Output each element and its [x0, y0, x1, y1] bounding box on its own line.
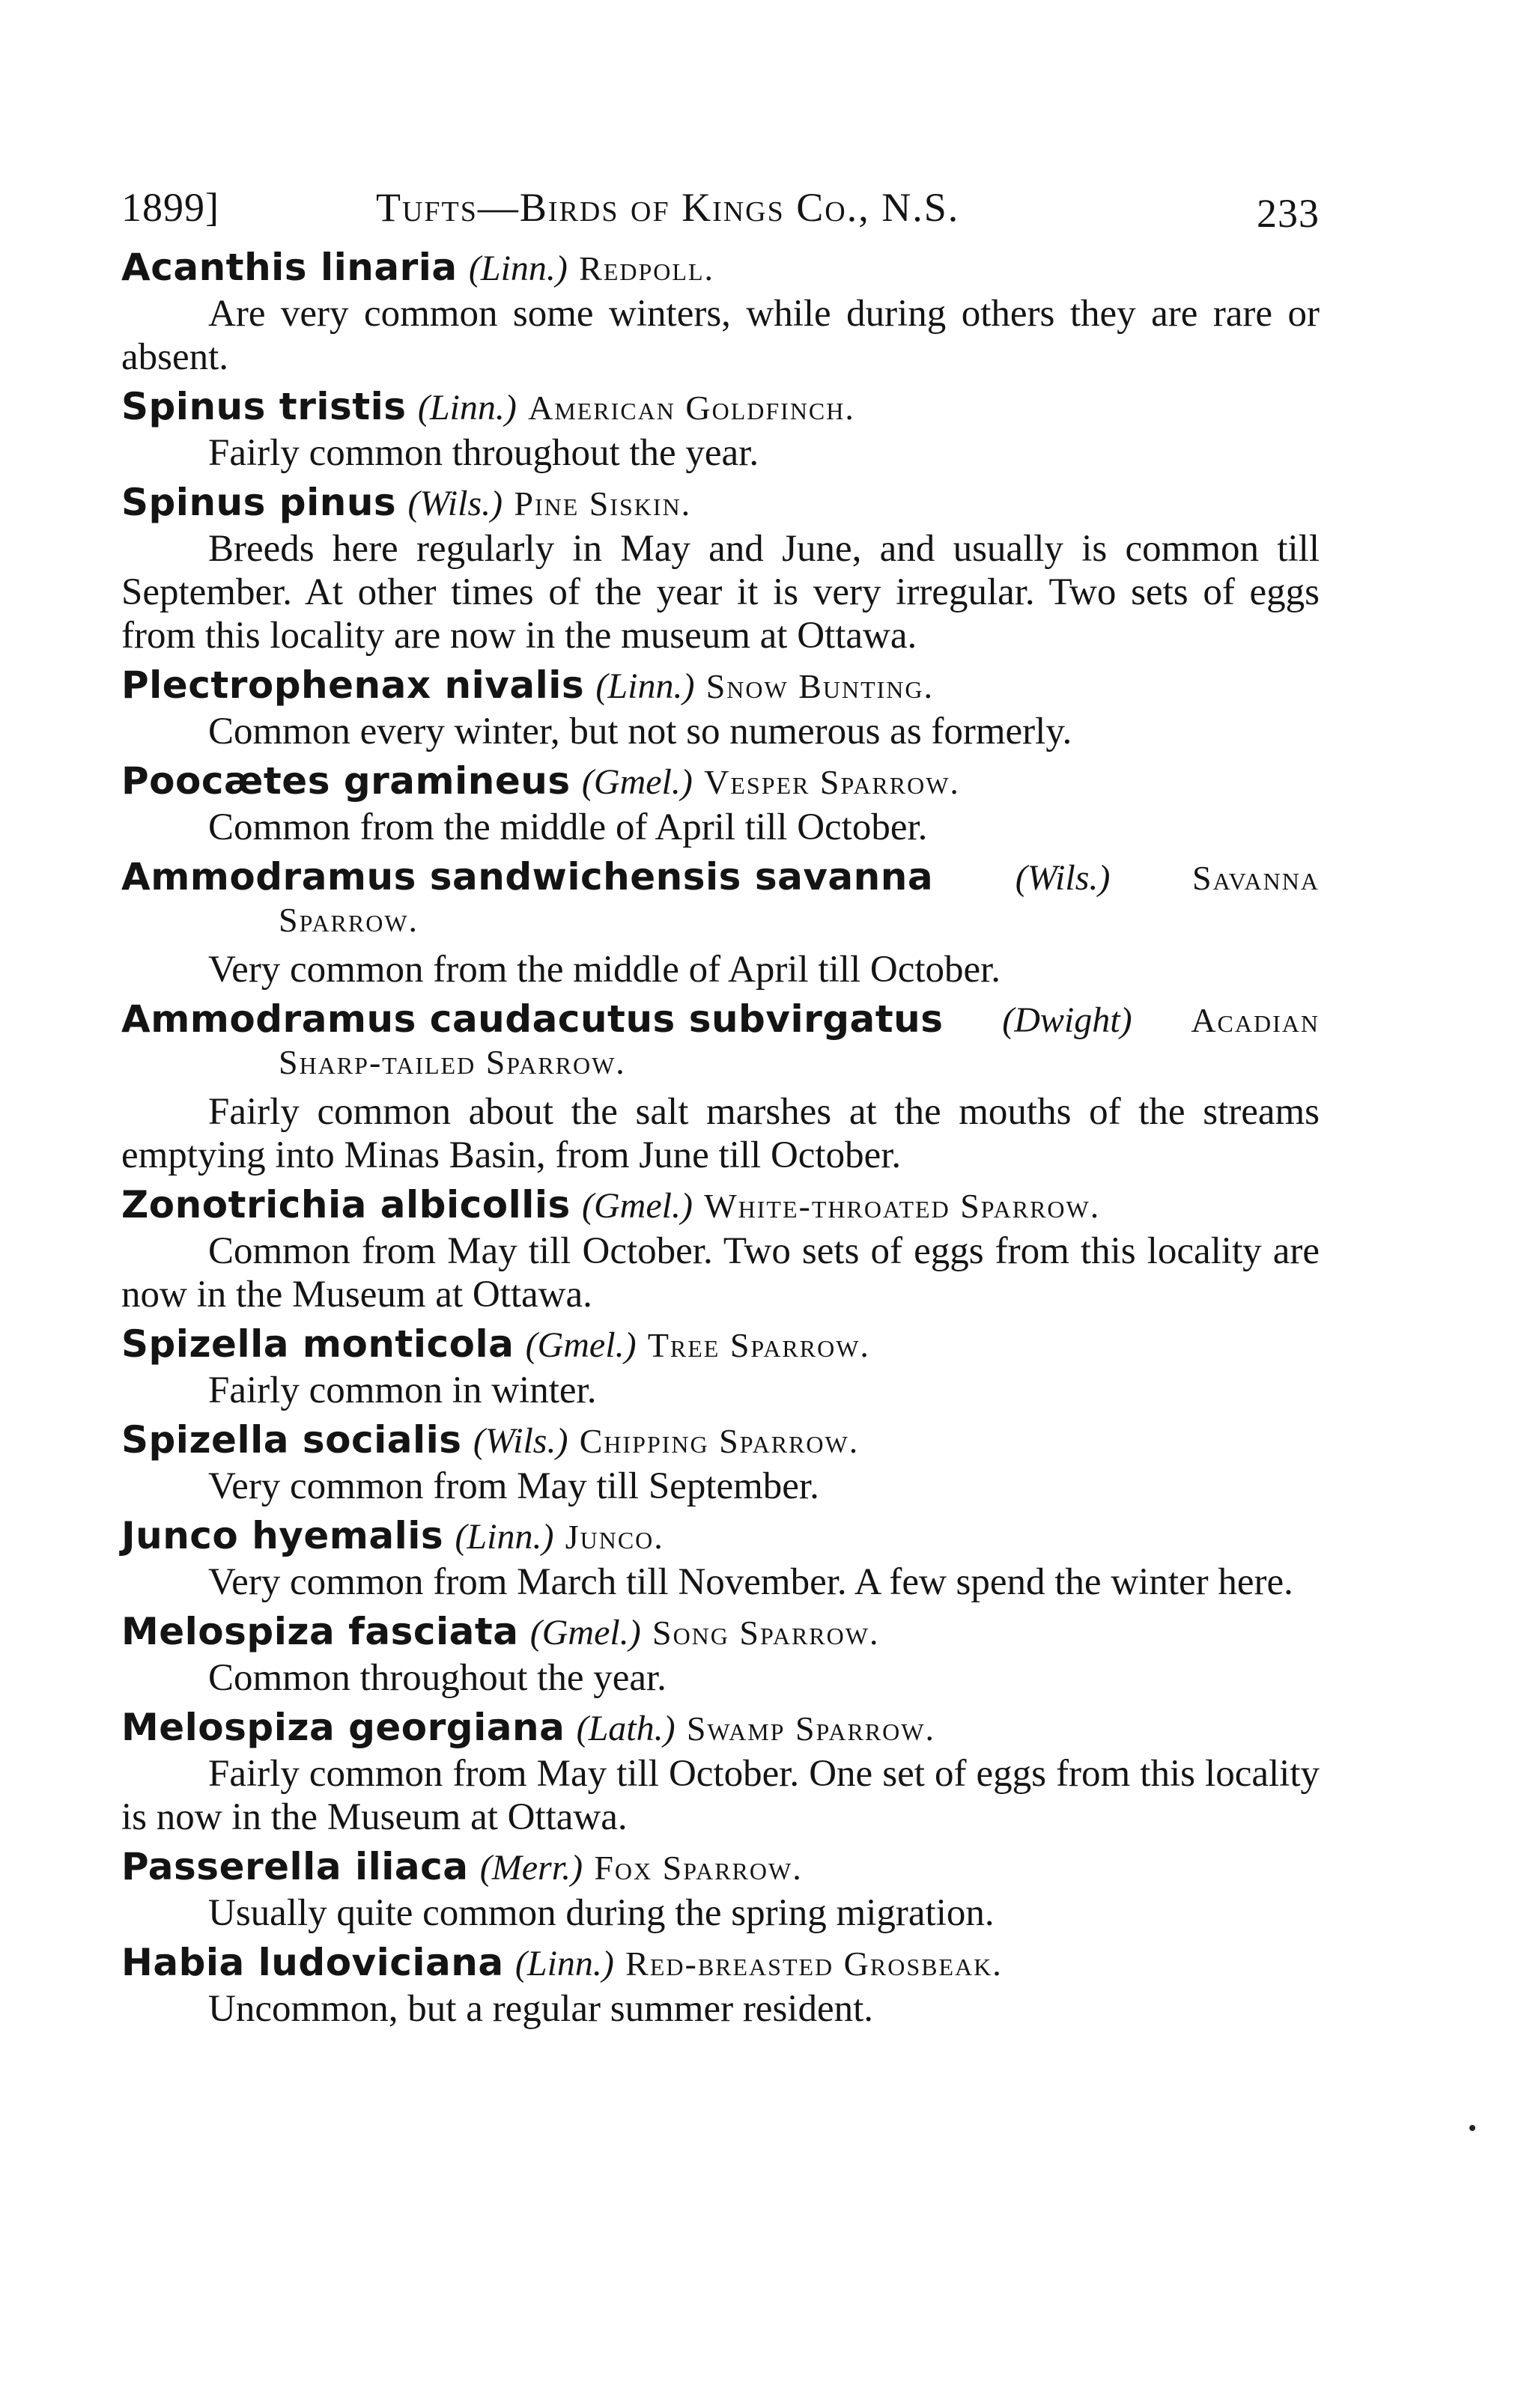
- scientific-name: Melospiza georgiana: [121, 1706, 565, 1749]
- scientific-name: Spizella socialis: [121, 1418, 462, 1462]
- species-entry: [121, 1182, 1320, 1316]
- species-entry: [121, 1843, 1320, 1935]
- authority: (Dwight): [1002, 1000, 1132, 1040]
- header-title: Tufts—Birds of Kings Co., N.S.: [376, 185, 960, 230]
- species-description: Fairly common in winter.: [208, 1369, 597, 1411]
- species-description: Very common from March till November. A few spend the winter here.: [208, 1561, 1293, 1603]
- species-entry: [121, 383, 1320, 475]
- species-entry: [121, 1512, 1320, 1604]
- scientific-name: Habia ludoviciana: [121, 1941, 504, 1984]
- species-entry: [121, 996, 1320, 1177]
- species-description: Breeds here regularly in May and June, and usually is common till September. At other times of the year it is very irregular. Two sets of eggs from this locality are now in the museum at Ottawa.: [121, 528, 1320, 657]
- species-heading: [121, 1182, 1320, 1229]
- scientific-name: Spizella monticola: [121, 1322, 514, 1366]
- common-name-continued: Sharp-tailed Sparrow.: [279, 1043, 626, 1081]
- species-description: Common from the middle of April till October.: [208, 806, 928, 848]
- species-description: Common throughout the year.: [208, 1657, 667, 1699]
- common-name: American Goldfinch.: [528, 389, 855, 427]
- running-header: [121, 184, 1320, 244]
- scientific-name: Passerella iliaca: [121, 1845, 469, 1888]
- common-name: Snow Bunting.: [705, 667, 935, 705]
- authority: (Wils.): [473, 1421, 568, 1461]
- common-name: Pine Siskin.: [514, 484, 692, 523]
- scientific-name: Melospiza fasciata: [121, 1610, 519, 1653]
- species-heading: [121, 1512, 1320, 1560]
- species-heading: [121, 662, 1320, 710]
- authority: (Gmel.): [582, 1186, 693, 1226]
- species-heading: [121, 244, 1320, 292]
- species-heading: [121, 1321, 1320, 1369]
- authority: (Wils.): [407, 484, 503, 523]
- species-entry: [121, 1704, 1320, 1839]
- species-description: Fairly common throughout the year.: [208, 432, 759, 474]
- common-name: Vesper Sparrow.: [704, 763, 960, 801]
- authority: (Gmel.): [529, 1613, 641, 1653]
- common-name: White-throated Sparrow.: [704, 1187, 1101, 1225]
- species-description: Very common from May till September.: [208, 1465, 819, 1507]
- authority: (Lath.): [576, 1709, 676, 1748]
- authority: (Wils.): [1015, 858, 1111, 898]
- scientific-name: Poocætes gramineus: [121, 759, 571, 803]
- species-heading: [121, 1843, 1320, 1891]
- authority: (Gmel.): [525, 1325, 637, 1365]
- scientific-name: Spinus pinus: [121, 481, 397, 524]
- margin-speck: [1469, 2125, 1475, 2131]
- species-description: Uncommon, but a regular summer resident.: [208, 1988, 874, 2030]
- authority: (Linn.): [468, 249, 568, 288]
- species-heading: [121, 1608, 1320, 1656]
- authority: (Linn.): [514, 1944, 614, 1983]
- species-description: Common from May till October. Two sets of eggs from this locality are now in the Museum at Ottawa.: [121, 1230, 1320, 1316]
- header-year: 1899]: [121, 185, 219, 230]
- species-description: Very common from the middle of April till October.: [208, 949, 1001, 991]
- scientific-name: Zonotrichia albicollis: [121, 1183, 571, 1226]
- common-name: Junco.: [565, 1518, 664, 1556]
- page-content: [121, 184, 1320, 2035]
- scientific-name: Plectrophenax nivalis: [121, 663, 585, 707]
- scientific-name: Acanthis linaria: [121, 246, 458, 289]
- scientific-name: Junco hyemalis: [121, 1514, 444, 1557]
- authority: (Gmel.): [581, 762, 693, 802]
- species-entry: [121, 479, 1320, 657]
- common-name: Song Sparrow.: [652, 1614, 880, 1652]
- authority: (Linn.): [455, 1517, 554, 1557]
- species-description: Fairly common from May till October. One set of eggs from this locality is now in the Museum at Ottawa.: [121, 1753, 1320, 1838]
- species-description: Common every winter, but not so numerous as formerly.: [208, 711, 1072, 752]
- scientific-name: Ammodramus caudacutus subvirgatus: [121, 997, 944, 1041]
- common-name: Chipping Sparrow.: [579, 1422, 860, 1460]
- species-description: Are very common some winters, while during others they are rare or absent.: [121, 293, 1320, 378]
- common-name: Swamp Sparrow.: [686, 1709, 935, 1748]
- species-heading: [121, 996, 1320, 1044]
- common-name: Redpoll.: [579, 249, 714, 288]
- authority: (Merr.): [479, 1848, 583, 1888]
- species-entry: [121, 662, 1320, 753]
- species-heading: [121, 854, 1320, 902]
- species-entry: [121, 758, 1320, 849]
- species-heading: [121, 758, 1320, 806]
- species-heading: [121, 1704, 1320, 1752]
- authority: (Linn.): [417, 388, 517, 428]
- species-description: Fairly common about the salt marshes at the mouths of the streams emptying into Minas Basin, from June till October.: [121, 1091, 1320, 1176]
- species-entry: [121, 1939, 1320, 2031]
- common-name: Red-breasted Grosbeak.: [625, 1945, 1003, 1983]
- common-name: Savanna: [1192, 859, 1320, 897]
- species-heading: [121, 1417, 1320, 1465]
- species-entry: [121, 244, 1320, 379]
- species-heading: [121, 479, 1320, 527]
- common-name: Tree Sparrow.: [647, 1326, 870, 1364]
- page-number: 233: [1257, 191, 1320, 236]
- species-entry: [121, 1321, 1320, 1412]
- common-name: Acadian: [1191, 1001, 1320, 1039]
- species-entry: [121, 854, 1320, 991]
- common-name: Fox Sparrow.: [594, 1849, 803, 1887]
- species-heading: [121, 1939, 1320, 1987]
- species-entry: [121, 1608, 1320, 1700]
- scientific-name: Spinus tristis: [121, 385, 407, 428]
- authority: (Linn.): [595, 666, 695, 706]
- species-heading: [121, 383, 1320, 431]
- scientific-name: Ammodramus sandwichensis savanna: [121, 855, 934, 899]
- common-name-continued: Sparrow.: [279, 901, 419, 939]
- species-entry: [121, 1417, 1320, 1508]
- species-description: Usually quite common during the spring migration.: [208, 1892, 995, 1934]
